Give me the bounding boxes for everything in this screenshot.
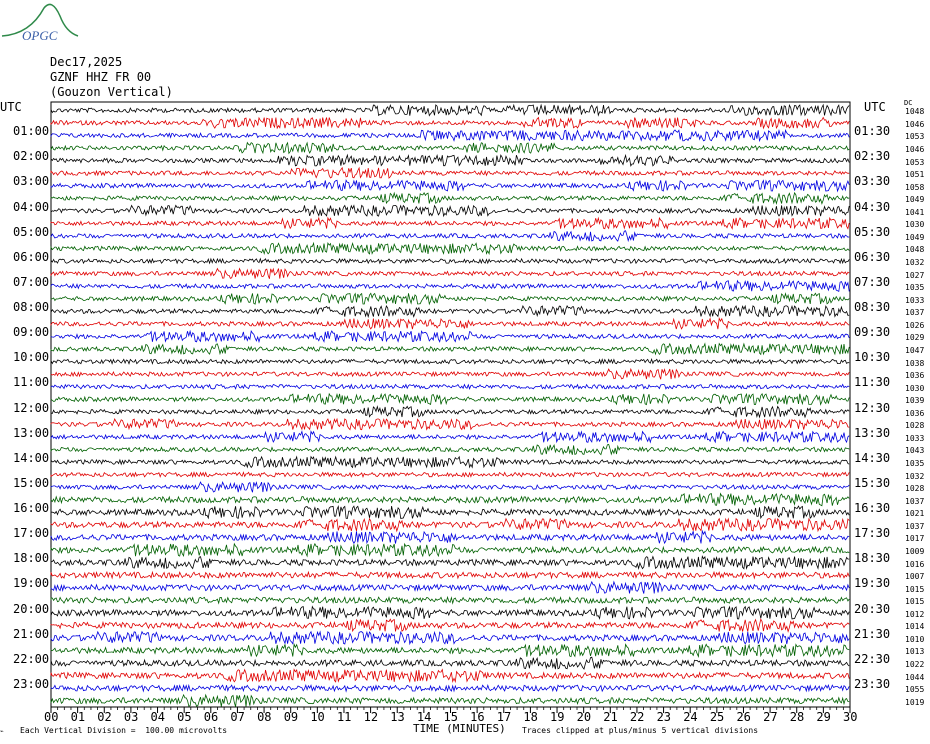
right-hour-label: 18:30 xyxy=(854,551,891,566)
x-tick-label: 22 xyxy=(629,710,645,724)
right-hour-label: 14:30 xyxy=(854,450,891,465)
calibration-label: 1028 xyxy=(905,484,925,494)
x-tick-label: 12 xyxy=(363,710,379,724)
calibration-label: 1022 xyxy=(905,660,925,670)
trace-line xyxy=(51,482,849,492)
calibration-label: 1041 xyxy=(905,207,925,217)
x-tick-label: 25 xyxy=(709,710,725,724)
x-tick-label: 02 xyxy=(97,710,112,724)
calibration-label: 1055 xyxy=(905,685,925,695)
left-hour-label: 01:00 xyxy=(13,124,50,139)
x-tick-label: 28 xyxy=(789,710,805,724)
calibration-label: 1027 xyxy=(905,270,925,280)
x-tick-label: 21 xyxy=(603,710,618,724)
x-tick-label: 29 xyxy=(816,710,831,724)
trace-line xyxy=(51,695,849,707)
right-hour-label: 15:30 xyxy=(854,475,891,490)
right-hour-label: 17:30 xyxy=(854,526,891,541)
x-tick-label: 06 xyxy=(203,710,219,724)
left-hour-label: 08:00 xyxy=(13,300,50,314)
trace-line xyxy=(51,193,849,204)
calibration-label: 1012 xyxy=(905,609,925,619)
calibration-label: 1039 xyxy=(905,396,925,406)
corner-tag: DC xyxy=(904,99,913,107)
x-tick-label: 04 xyxy=(150,710,165,724)
x-tick-label: 01 xyxy=(70,710,86,724)
x-tick-label: 09 xyxy=(283,710,299,724)
left-hour-label: 07:00 xyxy=(13,274,50,289)
trace-line xyxy=(51,105,849,116)
x-tick-label: 11 xyxy=(336,710,352,724)
calibration-label: 1048 xyxy=(905,107,925,117)
trace-line xyxy=(51,205,849,216)
x-tick-label: 14 xyxy=(416,710,432,724)
calibration-label: 1014 xyxy=(905,622,925,632)
x-axis-title: TIME (MINUTES) xyxy=(413,722,506,735)
trace-line xyxy=(51,168,849,178)
calibration-label: 1037 xyxy=(905,308,925,318)
calibration-label: 1033 xyxy=(905,433,925,443)
left-hour-label: 02:00 xyxy=(13,149,50,164)
foot-icon: ⌁ xyxy=(0,728,4,735)
calibration-label: 1010 xyxy=(905,634,925,644)
right-hour-label: 05:30 xyxy=(854,224,891,239)
trace-line xyxy=(51,657,849,669)
calibration-label: 1033 xyxy=(905,295,925,305)
trace-line xyxy=(51,457,849,468)
calibration-label: 1044 xyxy=(905,672,925,682)
left-hour-label: 10:00 xyxy=(13,350,50,365)
trace-line xyxy=(51,281,849,292)
calibration-label: 1007 xyxy=(905,572,925,582)
left-hour-label: 18:00 xyxy=(13,551,50,566)
calibration-label: 1046 xyxy=(905,144,925,154)
trace-line xyxy=(51,231,849,241)
calibration-label: 1043 xyxy=(905,446,925,456)
trace-line xyxy=(51,293,849,304)
calibration-label: 1036 xyxy=(905,408,925,418)
right-utc-title: UTC xyxy=(864,100,886,114)
trace-line xyxy=(51,419,849,430)
right-hour-label: 09:30 xyxy=(854,325,891,340)
calibration-label: 1030 xyxy=(905,383,925,393)
right-hour-label: 07:30 xyxy=(854,274,891,289)
right-hour-label: 10:30 xyxy=(854,350,891,365)
trace-line xyxy=(51,180,849,191)
x-tick-label: 18 xyxy=(523,710,538,724)
calibration-label: 1038 xyxy=(905,358,925,368)
trace-line xyxy=(51,632,849,644)
right-hour-label: 22:30 xyxy=(854,651,891,666)
left-hour-label: 19:00 xyxy=(13,576,50,591)
calibration-label: 1009 xyxy=(905,546,925,556)
location-label: (Gouzon Vertical) xyxy=(50,85,173,99)
x-tick-label: 08 xyxy=(257,710,272,724)
calibration-label: 1026 xyxy=(905,320,925,330)
trace-line xyxy=(51,385,849,389)
left-hour-label: 21:00 xyxy=(13,626,50,641)
trace-line xyxy=(51,259,849,263)
calibration-label: 1049 xyxy=(905,195,925,205)
x-tick-label: 07 xyxy=(230,710,245,724)
right-hour-label: 19:30 xyxy=(854,576,891,591)
right-hour-label: 06:30 xyxy=(854,249,891,264)
left-hour-label: 17:00 xyxy=(13,526,50,541)
scale-note: Each Vertical Division = 100.00 microvolts xyxy=(20,726,228,735)
left-hour-label: 13:00 xyxy=(13,425,50,440)
calibration-label: 1017 xyxy=(905,534,925,544)
left-hour-label: 20:00 xyxy=(13,601,50,616)
trace-line xyxy=(51,406,849,417)
trace-line xyxy=(51,118,849,129)
right-hour-label: 13:30 xyxy=(854,425,891,440)
x-tick-label: 20 xyxy=(576,710,592,724)
x-tick-label: 27 xyxy=(763,710,778,724)
x-tick-label: 16 xyxy=(470,710,485,724)
calibration-label: 1015 xyxy=(905,597,925,607)
trace-line xyxy=(51,155,849,166)
left-hour-label: 12:00 xyxy=(13,400,50,415)
calibration-label: 1028 xyxy=(905,421,925,431)
x-tick-label: 17 xyxy=(496,710,512,724)
left-hour-label: 06:00 xyxy=(13,249,50,264)
x-tick-label: 10 xyxy=(310,710,325,724)
trace-line xyxy=(51,130,849,141)
trace-line xyxy=(51,644,849,656)
calibration-label: 1035 xyxy=(905,283,925,293)
trace-line xyxy=(51,394,849,405)
trace-line xyxy=(51,359,849,363)
left-hour-label: 23:00 xyxy=(13,676,50,691)
calibration-label: 1016 xyxy=(905,559,925,569)
trace-line xyxy=(51,344,849,355)
trace-line xyxy=(51,544,849,556)
trace-line xyxy=(51,572,849,578)
calibration-label: 1035 xyxy=(905,459,925,469)
trace-line xyxy=(51,143,849,154)
plot-frame xyxy=(51,102,850,707)
trace-line xyxy=(51,556,849,568)
calibration-label: 1029 xyxy=(905,333,925,343)
calibration-label: 1053 xyxy=(905,132,925,142)
x-tick-label: 23 xyxy=(656,710,672,724)
x-tick-label: 05 xyxy=(177,710,192,724)
calibration-label: 1048 xyxy=(905,245,925,255)
x-tick-label: 00 xyxy=(44,710,59,724)
calibration-label: 1037 xyxy=(905,496,925,506)
trace-line xyxy=(51,619,849,631)
calibration-label: 1015 xyxy=(905,584,925,594)
trace-line xyxy=(51,243,849,254)
trace-line xyxy=(51,444,849,454)
left-hour-label: 03:00 xyxy=(13,174,50,189)
calibration-label: 1021 xyxy=(905,509,925,519)
x-tick-label: 24 xyxy=(683,710,698,724)
clip-note: Traces clipped at plus/minus 5 vertical divisions xyxy=(522,726,759,735)
calibration-label: 1013 xyxy=(905,647,925,657)
right-hour-label: 03:30 xyxy=(854,174,891,189)
trace-line xyxy=(51,472,849,476)
left-hour-label: 11:00 xyxy=(13,375,50,390)
x-tick-label: 26 xyxy=(736,710,751,724)
calibration-label: 1049 xyxy=(905,232,925,242)
right-hour-label: 12:30 xyxy=(854,400,891,415)
trace-line xyxy=(51,506,849,518)
x-tick-label: 30 xyxy=(843,710,858,724)
trace-line xyxy=(51,582,849,594)
x-tick-label: 13 xyxy=(390,710,405,724)
calibration-label: 1046 xyxy=(905,119,925,129)
left-hour-label: 09:00 xyxy=(13,325,50,340)
trace-line xyxy=(51,369,849,379)
x-tick-label: 19 xyxy=(550,710,565,724)
x-tick-label: 15 xyxy=(443,710,458,724)
calibration-label: 1032 xyxy=(905,258,925,268)
trace-line xyxy=(51,670,849,682)
trace-line xyxy=(51,269,849,279)
left-hour-label: 15:00 xyxy=(13,475,50,490)
right-hour-label: 20:30 xyxy=(854,601,891,616)
date-label: Dec17,2025 xyxy=(50,55,123,69)
left-hour-label: 22:00 xyxy=(13,651,50,666)
trace-line xyxy=(51,494,849,506)
left-hour-label: 05:00 xyxy=(13,224,50,239)
trace-line xyxy=(51,685,849,691)
right-hour-label: 23:30 xyxy=(854,676,891,691)
trace-line xyxy=(51,519,849,531)
trace-line xyxy=(51,607,849,619)
right-hour-label: 04:30 xyxy=(854,199,891,214)
trace-line xyxy=(51,318,849,329)
right-hour-label: 02:30 xyxy=(854,149,891,164)
trace-line xyxy=(51,306,849,317)
calibration-label: 1037 xyxy=(905,521,925,531)
right-hour-label: 08:30 xyxy=(854,300,891,314)
calibration-label: 1030 xyxy=(905,220,925,230)
left-hour-label: 04:00 xyxy=(13,199,50,214)
left-utc-title: UTC xyxy=(0,100,22,114)
logo-text: OPGC xyxy=(22,28,58,43)
x-tick-label: 03 xyxy=(123,710,139,724)
calibration-label: 1036 xyxy=(905,371,925,381)
trace-line xyxy=(51,218,849,229)
trace-line xyxy=(51,331,849,342)
left-hour-label: 14:00 xyxy=(13,450,50,465)
calibration-label: 1058 xyxy=(905,182,925,192)
trace-line xyxy=(51,597,849,603)
right-hour-label: 01:30 xyxy=(854,124,891,139)
right-hour-label: 21:30 xyxy=(854,626,891,641)
calibration-label: 1051 xyxy=(905,170,925,180)
right-hour-label: 16:30 xyxy=(854,501,891,515)
trace-line xyxy=(51,432,849,443)
calibration-label: 1047 xyxy=(905,345,925,355)
station-label: GZNF HHZ FR 00 xyxy=(50,70,152,84)
right-hour-label: 11:30 xyxy=(854,375,891,390)
left-hour-label: 16:00 xyxy=(13,501,50,515)
calibration-label: 1053 xyxy=(905,157,925,167)
trace-line xyxy=(51,531,849,543)
calibration-label: 1019 xyxy=(905,697,925,707)
calibration-label: 1032 xyxy=(905,471,925,481)
